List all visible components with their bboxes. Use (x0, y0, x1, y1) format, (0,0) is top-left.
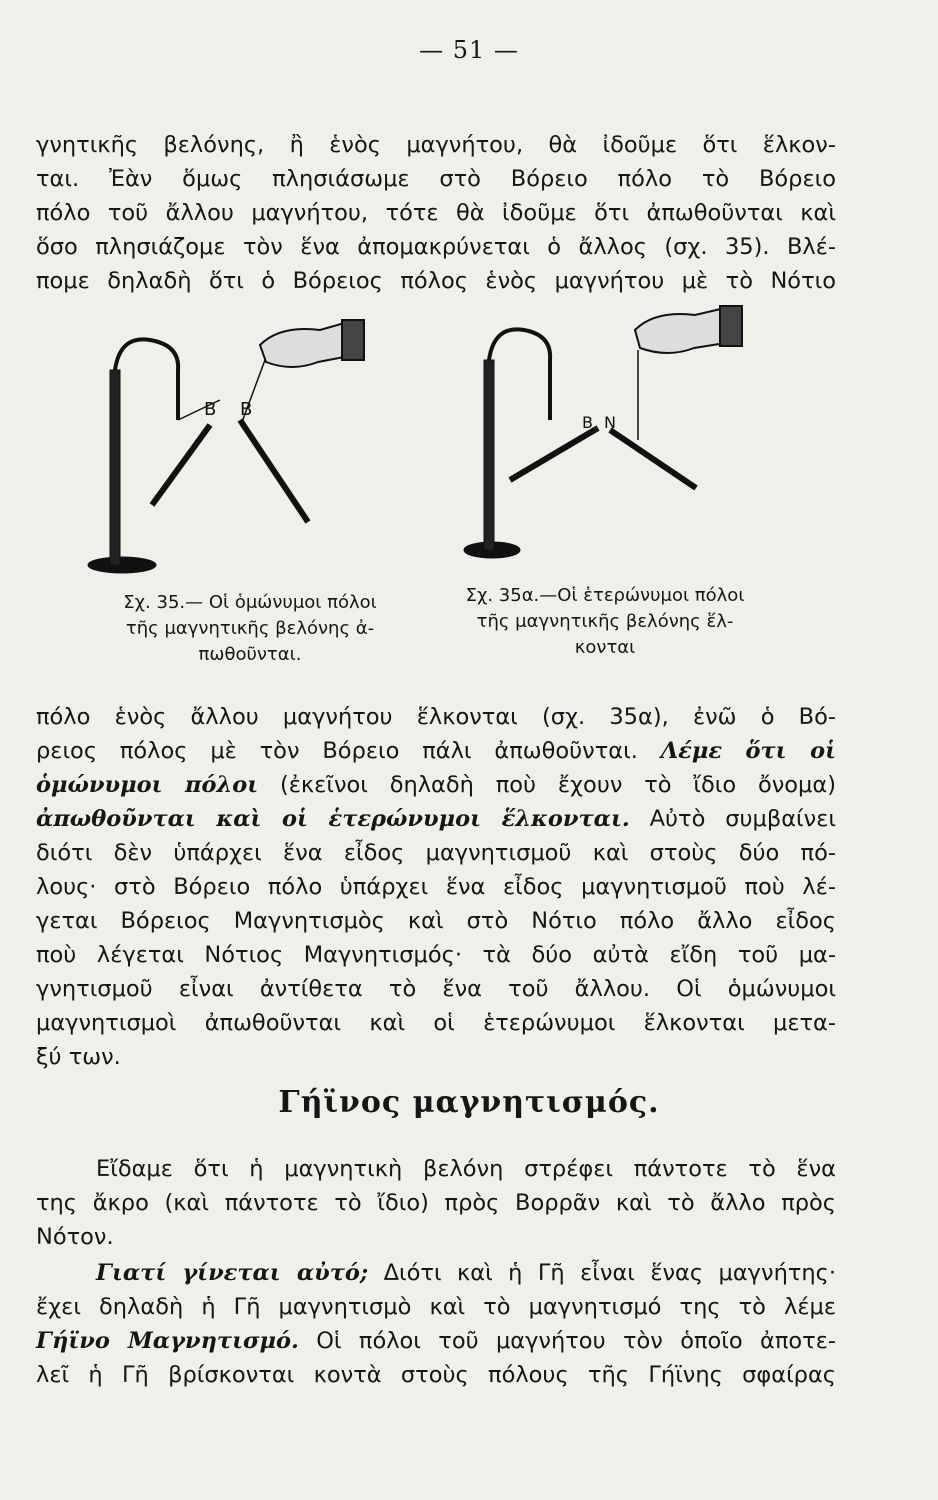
cuff (720, 306, 742, 346)
text-line: μαγνητισμοὶ ἀπωθοῦνται καὶ οἱ ἑτερώνυμοι ἕλκονται μετα- (36, 1010, 836, 1036)
paragraph-3 (36, 1152, 836, 1254)
text-line: Γιατί γίνεται αὐτό; Διότι καὶ ἡ Γῆ εἶναι ἕνας μαγνήτης· (96, 1260, 836, 1286)
pole-label: B (582, 413, 593, 432)
pole-label: B (204, 399, 217, 420)
stand-arm (489, 329, 550, 420)
figure-35-illustration (88, 320, 364, 573)
stand-base (88, 557, 156, 573)
text-line: λεῖ ἡ Γῆ βρίσκονται κοντὰ στοὺς πόλους τῆς Γήϊνης σφαίρας (36, 1362, 836, 1388)
figure-35a-caption: Σχ. 35α.—Οἱ ἑτερώνυμοι πόλοι τῆς μαγνητικῆς βελόνης ἕλ- κονται (465, 585, 745, 658)
text-line: ρειος πόλος μὲ τὸν Βόρειο πάλι ἀπωθοῦνται. Λέμε ὅτι οἱ (36, 738, 836, 764)
text-line: Εἴδαμε ὅτι ἡ μαγνητικὴ βελόνη στρέφει πάντοτε τὸ ἕνα (96, 1156, 836, 1182)
text-line: ἔχει δηλαδὴ ἡ Γῆ μαγνητισμὸ καὶ τὸ μαγνητισμό της τὸ λέμε (36, 1294, 836, 1320)
text-line: γνητικῆς βελόνης, ἢ ἑνὸς μαγνήτου, θὰ ἰδοῦμε ὅτι ἕλκον- (36, 132, 836, 158)
figure-35a-illustration (464, 306, 742, 558)
pole-label: N (604, 413, 616, 432)
text-line: της ἄκρο (καὶ πάντοτε τὸ ἴδιο) πρὸς Βορρᾶν καὶ τὸ ἄλλο πρὸς (36, 1190, 836, 1216)
emphasis-text: ἀπωθοῦνται καὶ οἱ ἑτερώνυμοι ἕλκονται. (36, 806, 630, 832)
text-line: ποὺ λέγεται Νότιος Μαγνητισμός· τὰ δύο αὐτὰ εἴδη τοῦ μα- (36, 942, 836, 968)
paragraph-4 (36, 1256, 836, 1392)
text-line: λους· στὸ Βόρειο πόλο ὑπάρχει ἕνα εἶδος μαγνητισμοῦ ποὺ λέ- (36, 874, 836, 900)
text-line: Γήϊνο Μαγνητισμό. Οἱ πόλοι τοῦ μαγνήτου τὸν ὁποῖο ἀποτε- (36, 1328, 836, 1354)
stand-arm (115, 339, 178, 420)
figure-35-caption: Σχ. 35.— Οἱ ὁμώνυμοι πόλοι τῆς μαγνητικῆς βελόνης ἀ- πωθοῦνται. (123, 592, 377, 665)
text-line: ται. Ἐὰν ὅμως πλησιάσωμε στὸ Βόρειο πόλο τὸ Βόρειο (36, 166, 836, 192)
stand-pole (484, 360, 494, 550)
page-number: — 51 — (419, 36, 519, 64)
magnet-figures (80, 300, 820, 580)
stand-pole (110, 370, 120, 565)
pole-label: B (240, 399, 253, 420)
hand-drawing (635, 308, 732, 353)
paragraph-1 (36, 128, 836, 298)
text-line: γνητισμοῦ εἶναι ἀντίθετα τὸ ἕνα τοῦ ἄλλου. Οἱ ὁμώνυμοι (36, 976, 836, 1002)
paragraph-2 (36, 700, 836, 1074)
needle-left (510, 428, 598, 480)
text-line: πόλο ἑνὸς ἄλλου μαγνήτου ἕλκονται (σχ. 35α), ἐνῶ ὁ Βό- (36, 704, 836, 730)
needle-left (152, 425, 210, 505)
needle-right (240, 420, 308, 522)
text-line: πόλο τοῦ ἄλλου μαγνήτου, τότε θὰ ἰδοῦμε ὅτι ἀπωθοῦνται καὶ (36, 200, 836, 226)
needle-right (610, 430, 696, 488)
text-line: ὁμώνυμοι πόλοι (ἐκεῖνοι δηλαδὴ ποὺ ἔχουν τὸ ἴδιο ὄνομα) (36, 772, 836, 798)
emphasis-text: Λέμε ὅτι οἱ (660, 738, 836, 764)
hand-drawing (260, 322, 355, 367)
emphasis-text: Γήϊνο Μαγνητισμό. (36, 1328, 299, 1354)
text-line: γεται Βόρειος Μαγνητισμὸς καὶ στὸ Νότιο πόλο ἄλλο εἶδος (36, 908, 836, 934)
cuff (342, 320, 364, 360)
section-heading: Γήϊνος μαγνητισμός. (278, 1085, 660, 1120)
text-line: ὅσο πλησιάζομε τὸν ἕνα ἀπομακρύνεται ὁ ἄλλος (σχ. 35). Βλέ- (36, 234, 836, 260)
text-line: ξύ των. (36, 1044, 121, 1070)
emphasis-text: Γιατί γίνεται αὐτό; (96, 1260, 369, 1286)
text-line: διότι δὲν ὑπάρχει ἕνα εἶδος μαγνητισμοῦ καὶ στοὺς δύο πό- (36, 840, 836, 866)
emphasis-text: ὁμώνυμοι πόλοι (36, 772, 259, 798)
text-line: πομε δηλαδὴ ὅτι ὁ Βόρειος πόλος ἑνὸς μαγνήτου μὲ τὸ Νότιο (36, 268, 836, 294)
text-line: Νότον. (36, 1224, 114, 1250)
text-line: ἀπωθοῦνται καὶ οἱ ἑτερώνυμοι ἕλκονται. Αὐτὸ συμβαίνει (36, 806, 836, 832)
